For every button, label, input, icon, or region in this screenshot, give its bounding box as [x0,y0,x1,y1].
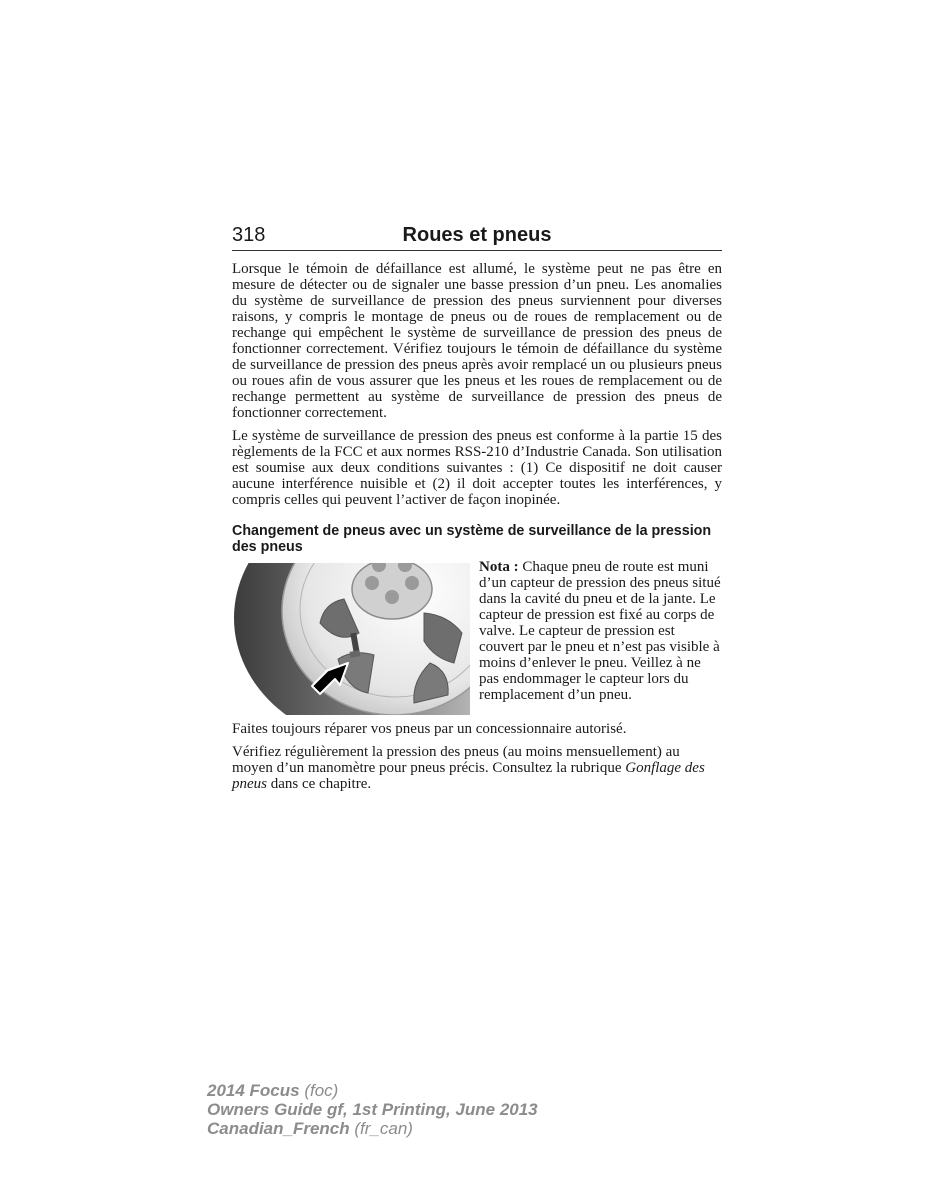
page-footer [207,1081,687,1138]
footer-line-1 [207,1081,687,1100]
footer-language-code: (fr_can) [349,1119,413,1138]
section-heading: Changement de pneus avec un système de surveillance de la pression des pneus [232,523,712,555]
paragraph-check-pressure [232,744,722,792]
footer-model: 2014 Focus [207,1081,300,1100]
footer-line-2 [207,1100,687,1119]
figure-with-note [232,559,722,717]
inflation-reference: Gonflage des pneus [232,760,705,792]
tire-sensor-illustration [234,563,470,715]
paragraph-malfunction: Lorsque le témoin de défaillance est allumé, le système peut ne pas être en mesure de détecter ou de signaler une basse pression d’un pneu. Les anomalies du système de surveillance de pression des pneus surviennent pour diverses raisons, y compris le montage de pneus ou de roues de remplacement ou de rechange qui empêchent le système de surveillance de pression des pneus de fonctionner correctement. Vérifiez toujours le témoin de défaillance du système de surveillance de pression des pneus après avoir remplacé un ou plusieurs pneus ou roues afin de vous assurer que les pneus et les roues de remplacement ou de rechange permettent au système de surveillance de pression des pneus de fonctionner correctement. [232,261,722,421]
note-text: Chaque pneu de route est muni d’un capteur de pression des pneus situé dans la cavité du pneu et de la jante. Le capteur de pression est fixé au corps de valve. Le capteur de pression est couvert par le pneu et n’est pas visible à moins d’enlever le pneu. Veillez à ne pas endommager le capteur lors du remplacement d’un pneu. [479,559,721,703]
paragraph-fcc-compliance: Le système de surveillance de pression des pneus est conforme à la partie 15 des règlements de la FCC et aux normes RSS-210 d’Industrie Canada. Son utilisation est soumise aux deux conditions suivantes : (1) Ce dispositif ne doit causer aucune interférence nuisible et (2) il doit accepter toutes les interférences, y compris celles qui peuvent l’activer de façon inopinée. [232,428,722,508]
page-header [232,222,722,251]
footer-language: Canadian_French [207,1119,350,1138]
footer-printing: Owners Guide gf, 1st Printing, June 2013 [207,1100,538,1119]
paragraph-repair: Faites toujours réparer vos pneus par un concessionnaire autorisé. [232,721,627,737]
check-pressure-text: Vérifiez régulièrement la pression des pneus (au moins mensuellement) au moyen d’un manomètre pour pneus précis. Consultez la rubrique [232,744,680,776]
chapter-title: Roues et pneus [402,224,552,246]
footer-line-3 [207,1119,687,1138]
note-paragraph [479,559,722,703]
footer-model-code: (foc) [299,1081,339,1100]
page-number: 318 [232,224,266,246]
check-pressure-end: dans ce chapitre. [267,776,372,792]
note-label: Nota : [479,559,519,575]
page-body [232,261,722,799]
